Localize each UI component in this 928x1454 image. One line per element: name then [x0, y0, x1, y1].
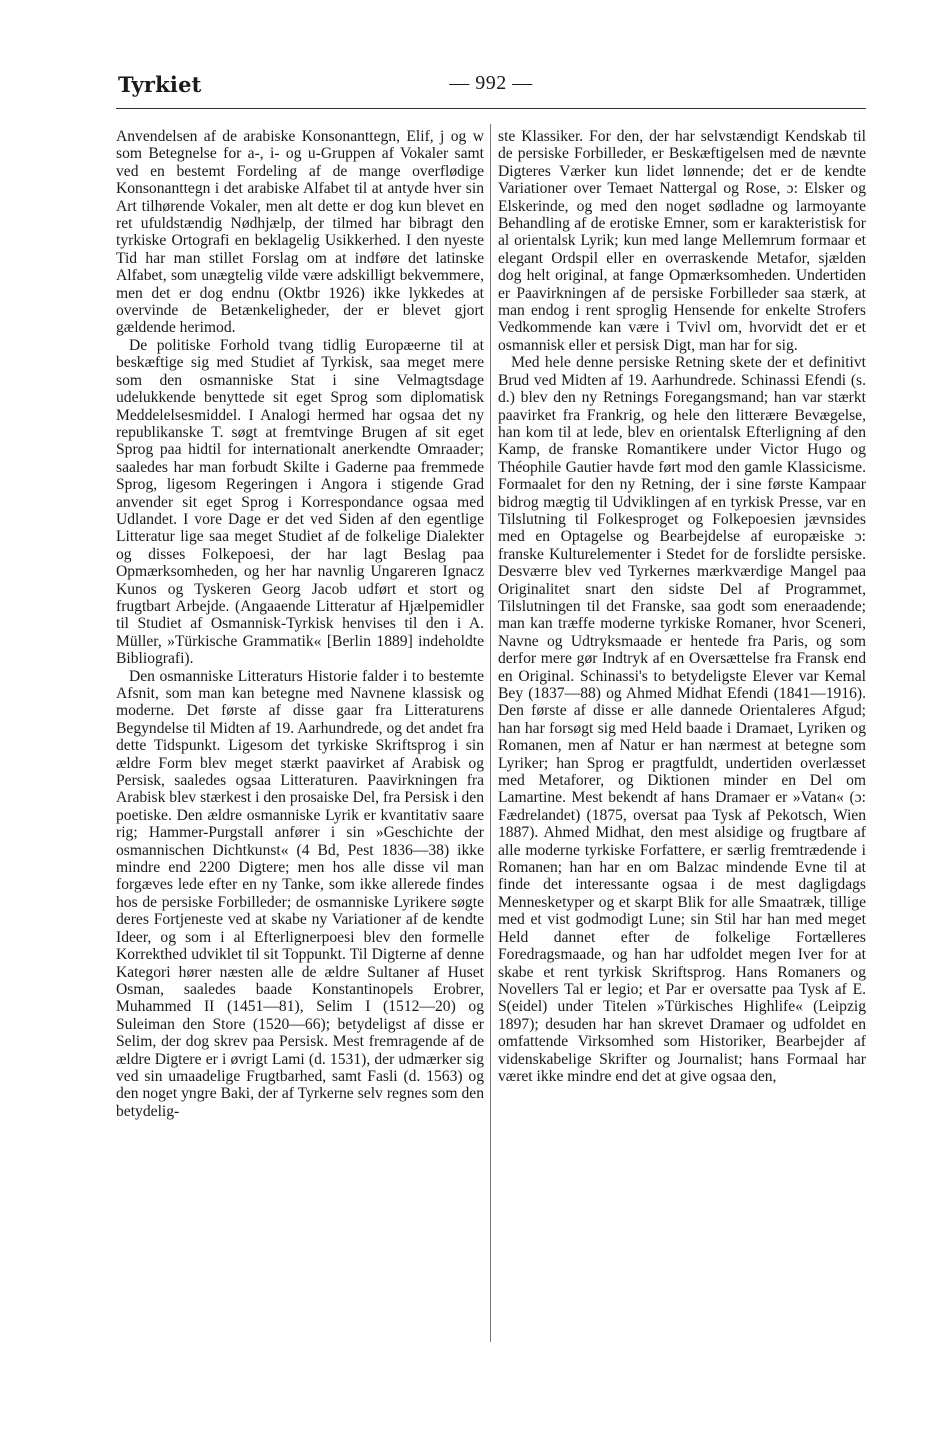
paragraph: Den osmanniske Litteraturs Historie falder i to bestemte Afsnit, som man kan betegne med Navnene klassisk og moderne. Det første af disse gaar fra Litteraturens Begyndelse til Midten af 19. Aarhundrede, og det andet fra dette Tidspunkt. Ligesom det tyrkiske Skriftsprog i sin ældre Form blev meget stærkt paavirket af Arabisk og Persisk, saaledes ogsaa Litteraturen. Paavirkningen fra Arabisk blev stærkest i den prosaiske Del, fra Persisk i den poetiske. Den ældre osmanniske Lyrik er kvantitativ saare rig; Hammer-Purgstall anfører i sin »Geschichte der osmannischen Dichtkunst« (4 Bd, Pest 1836—38) ikke mindre end 2200 Digtere; men hos alle disse vil man forgæves lede efter en ny Tanke, som ikke allerede findes hos de persiske Forbilleder; de osmanniske Lyrikere søgte deres Fortjeneste ved at skabe ny Variationer af de kendte Ideer, og som i al Efterlignerpoesi blev den formelle Korrekthed udviklet til sit Toppunkt. Til Digterne af denne Kategori hører næsten alle de ældre Sultaner af Huset Osman, saaledes baade Konstantinopels Erobrer, Muhammed II (1451—81), Selim I (1512—20) og Suleiman den Store (1520—66); betydeligst af disse er Selim, der dog skrev paa Persisk. Mest fremragende af de ældre Digtere er i øvrigt Lami (d. 1531), der udmærker sig ved sin umaadelige Frugtbarhed, samt Fasli (d. 1563) og den noget yngre Baki, der af Tyrkerne selv regnes som den betydelig-: [116, 667, 484, 1120]
page-number: — 992 —: [449, 72, 533, 94]
paragraph: Anvendelsen af de arabiske Konsonanttegn, Elif, j og w som Betegnelse for a-, i- og u-Gruppen af Vokaler samt ved en bestemt Fordeling af de mange overflødige Konsonanttegn i det arabiske Alfabet til at antyde hver sin Art tilhørende Vokaler, men alt dette er dog kun blevet en ret ufuldstændig Nødhjælp, der tilmed har bibragt den tyrkiske Ortografi en beklagelig Usikkerhed. I den nyeste Tid har man stillet Forslag om at indføre det latinske Alfabet, som unægtelig vilde være adskilligt bekvemmere, men det er dog endnu (Oktbr 1926) ikke lykkedes at overvinde de Betænkeligheder, der er blevet gjort gældende herimod.: [116, 128, 484, 337]
paragraph: ste Klassiker. For den, der har selvstændigt Kendskab til de persiske Forbilleder, er Beskæftigelsen med de nævnte Digteres Værker kun lidet lønnende; det er de kendte Variationer over Temaet Nattergal og Rose, ɔ: Elsker og Elskerinde, og med den noget sødladne og larmoyante Behandling af de erotiske Emner, som er karakteristisk for al orientalsk Lyrik; kun med lange Mellemrum formaar et elegant Ordspil eller en overraskende Metafor, sjælden dog helt original, at fange Opmærksomheden. Undertiden er Paavirkningen af de persiske Forbilleder saa stærk, at man endog i rent sproglig Hensende for enkelte Strofers Vedkommende kan være i Tvivl om, hvorvidt det er et osmannisk eller et persisk Digt, man har for sig.: [498, 128, 866, 354]
running-title: Tyrkiet: [118, 72, 202, 97]
paragraph: Med hele denne persiske Retning skete der et definitivt Brud ved Midten af 19. Aarhundrede. Schinassi Efendi (s. d.) blev den ny Retnings Foregangsmand; han var stærkt paavirket fra Frankrig, og hele den litterære Bevægelse, han kom til at lede, blev en orientalsk Efterligning af den Kamp, de franske Romantikere under Victor Hugo og Théophile Gautier havde ført mod den gamle Klassicisme. Formaalet for den ny Retning, der i sine første Kampaar bidrog mægtig til Udviklingen af en tyrkisk Presse, var en Tilslutning til Folkesproget og Folkepoesien jævnsides med en Optagelse og Bearbejdelse af europæiske ɔ: franske Kulturelementer i Stedet for de forslidte persiske. Desværre blev ved Tyrkernes mærkværdige Mangel paa Originalitet snart den sidste Del af Programmet, Tilslutningen til det Franske, saa godt som eneraadende; man kan træffe moderne tyrkiske Romaner, hvor Sceneri, Navne og Udtryksmaade er hentede fra Paris, og som derfor mere gør Indtryk af en Oversættelse fra Fransk end en Original. Schinassi's to betydeligste Elever var Kemal Bey (1837—88) og Ahmed Midhat Efendi (1841—1916). Den første af disse er alle dannede Orientaleres Afgud; han har forsøgt sig med Held baade i Dramaet, Lyriken og Romanen, men af Natur er han nærmest at betegne som Lyriker; han Sprog er pragtfuldt, undertiden overlæsset med Metaforer, og Diktionen minder en Del om Lamartine. Mest bekendt af hans Dramaer er »Vatan« (ɔ: Fædrelandet) (1875, oversat paa Tysk af Pekotsch, Wien 1887). Ahmed Midhat, den mest alsidige og frugtbare af alle moderne tyrkiske Forfattere, er særlig fremtrædende i Romanen; han har en om Balzac mindende Evne til at finde det interessante ogsaa i de mest dagligdags Mennesketyper og et skarpt Blik for alle Smaatræk, tillige med et vist godmodigt Lune; sin Stil har han med meget Held dannet efter de folkelige Fortælleres Foredragsmaade, og han har udfoldet megen Iver for at skabe et rent tyrkisk Skriftsprog. Hans Romaners og Novellers Tal er legio; et Par er oversatte paa Tysk af E. S(eidel) under Titelen »Türkisches Highlife« (Leipzig 1897); desuden har han skrevet Dramaer og udfoldet en omfattende Virksomhed som Historiker, Bearbejder af videnskabelige Skrifter og Journalist; hans Formaal har været ikke mindre end det at give ogsaa den,: [498, 354, 866, 1085]
right-column: [498, 128, 866, 1085]
left-column: [116, 128, 484, 1120]
header-rule: [116, 108, 866, 109]
paragraph: De politiske Forhold tvang tidlig Europæerne til at beskæftige sig med Studiet af Tyrkisk, saa meget mere som den osmanniske Stat i sine Velmagtsdage udelukkende benyttede sit eget Sprog som diplomatisk Meddelelsesmiddel. I Analogi hermed har ogsaa det ny republikanske T. søgt at fremtvinge Brugen af sit eget Sprog paa hidtil for internationalt anerkendte Omraader; saaledes har man forbudt Skilte i Gaderne paa fremmede Sprog, ligesom Regeringen i Angora i stigende Grad anvender sit eget Sprog i Korrespondance ogsaa med Udlandet. I vore Dage er det ved Siden af den egentlige Litteratur lige saa meget Studiet af de folkelige Dialekter og disses Folkepoesi, der har lagt Beslag paa Opmærksomheden, og her har navnlig Ungareren Ignacz Kunos og Tyskeren Georg Jacob udført et stort og frugtbart Arbejde. (Angaaende Litteratur af Hjælpemidler til Studiet af Osmannisk-Tyrkisk henvises til den i A. Müller, »Türkische Grammatik« [Berlin 1889] indeholdte Bibliografi).: [116, 336, 484, 668]
running-header: [116, 72, 866, 102]
column-divider: [490, 124, 491, 1342]
